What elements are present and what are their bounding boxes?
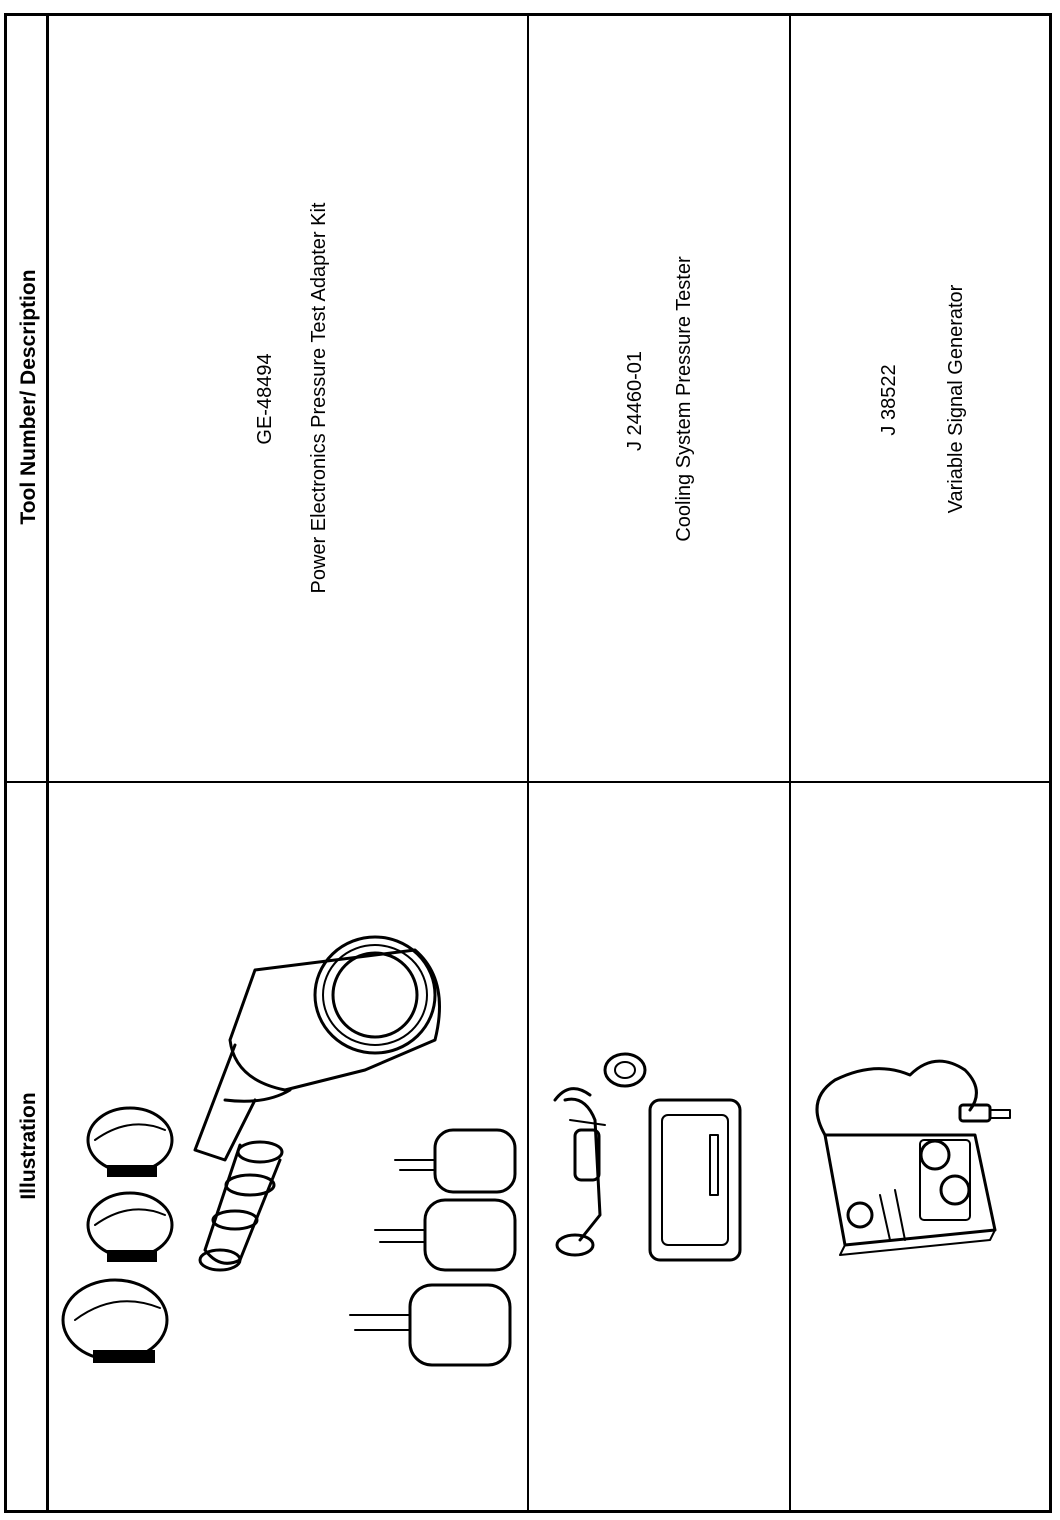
- tool-description: Cooling System Pressure Tester: [673, 256, 695, 542]
- tool-description: Variable Signal Generator: [945, 284, 967, 514]
- signal-generator-icon: [795, 1040, 1035, 1280]
- pressure-test-adapter-kit-icon: [55, 920, 525, 1420]
- tool-number: J 24460-01: [624, 350, 646, 452]
- row-divider: [789, 13, 791, 1513]
- header-illustration: Illustration: [17, 1092, 40, 1200]
- header-tool-description: Tool Number/ Description: [17, 269, 40, 525]
- cooling-pressure-tester-icon: [540, 1040, 780, 1280]
- tool-description: Power Electronics Pressure Test Adapter Kit: [308, 202, 330, 594]
- header-column-divider: [46, 13, 49, 1513]
- row-divider: [527, 13, 529, 1513]
- tool-number: J 38522: [878, 364, 900, 436]
- tool-number: GE-48494: [254, 353, 276, 445]
- column-divider: [4, 781, 1052, 783]
